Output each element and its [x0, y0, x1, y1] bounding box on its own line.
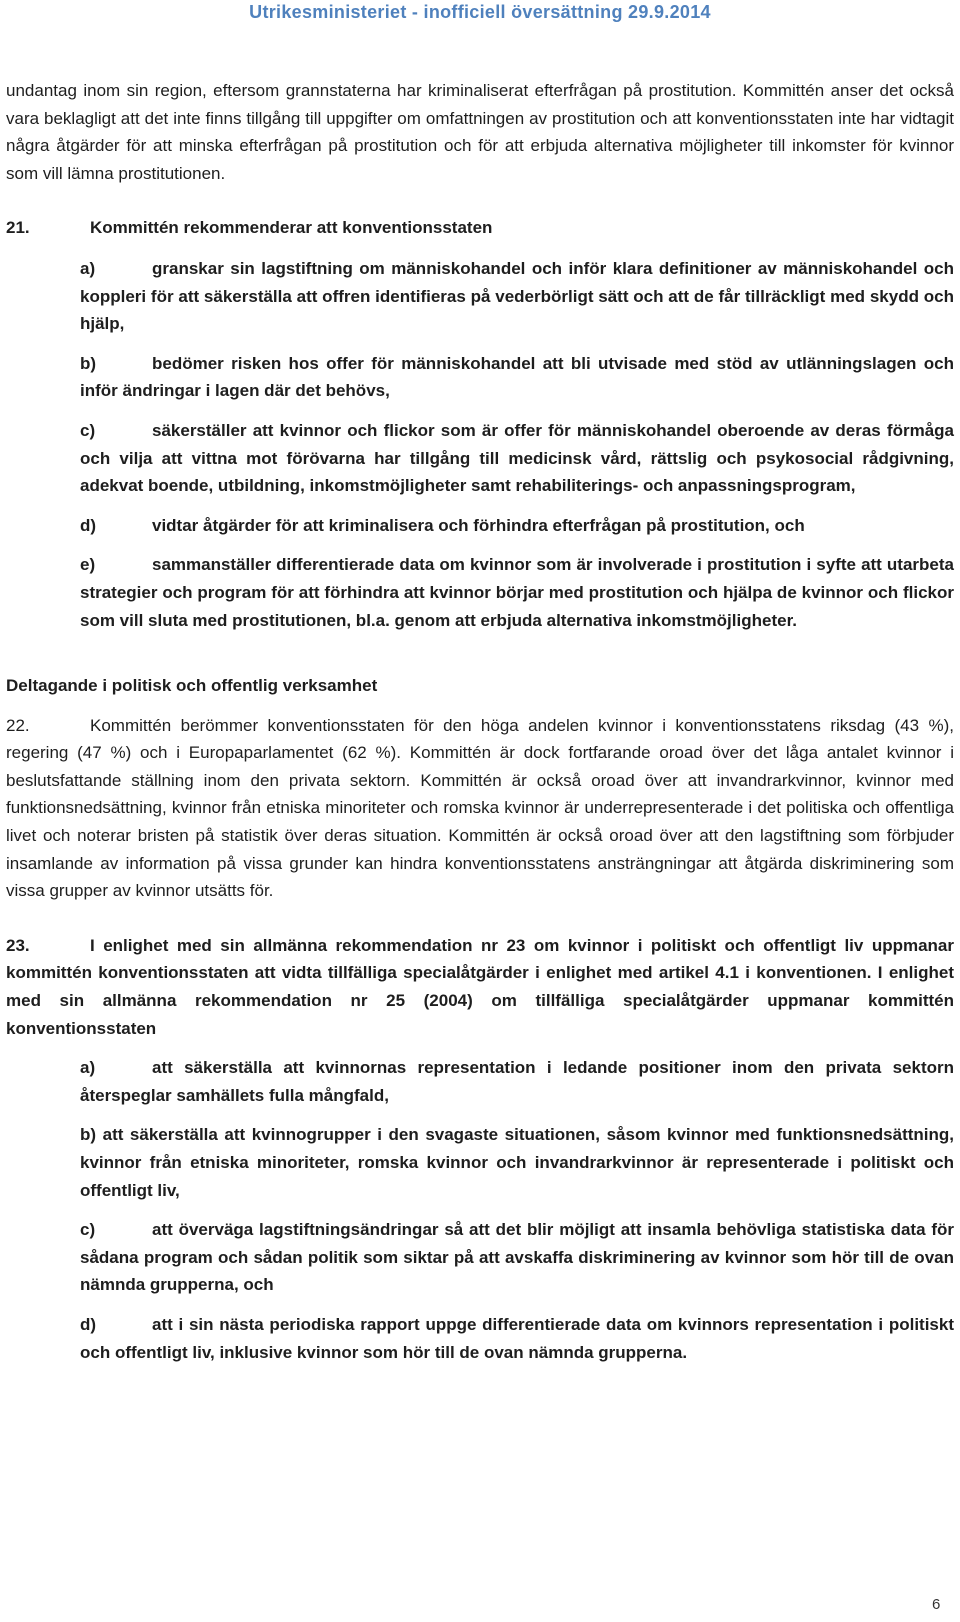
list-item-text: att överväga lagstiftningsändringar så att det blir möjligt att insamla behövliga statistiska data för sådana program och sådan politik som siktar på att avskaffa diskriminering av kvinnor som hör till de ovan nämnda grupperna, och [80, 1220, 954, 1295]
paragraph-number: 21. [6, 218, 30, 238]
list-item-text: sammanställer differentierade data om kvinnor som är involverade i prostitution i syfte att utarbeta strategier och program för att förhindra att kvinnor börjar med prostitution och hjälpa de kvinnor och flickor som vill sluta med prostitutionen, bl.a. genom att erbjuda alternativa inkomstmöjligheter. [80, 555, 954, 630]
list-item [6, 1121, 954, 1204]
list-item-text: vidtar åtgärder för att kriminalisera och förhindra efterfrågan på prostitution, och [152, 515, 805, 535]
list-item-text: bedömer risken hos offer för människohandel att bli utvisade med stöd av utlänningslagen och inför ändringar i lagen där det behövs, [80, 353, 954, 401]
document-body [6, 77, 954, 1366]
section-heading: Deltagande i politisk och offentlig verksamhet [6, 676, 378, 696]
list-item-label: e) [80, 555, 96, 575]
list-item [6, 512, 954, 540]
list-item-text: granskar sin lagstiftning om människohandel och inför klara definitioner av människohandel och koppleri för att säkerställa att offren identifieras på vederbörligt sätt och att de får tillräckligt med skydd och hjälp, [80, 258, 954, 334]
paragraph-22 [6, 712, 954, 905]
page-number: 6 [932, 1596, 941, 1613]
list-item-label: d) [80, 515, 97, 535]
list-item-label: a) [80, 258, 96, 278]
list-item [6, 1054, 954, 1109]
paragraph-intro-text: I enlighet med sin allmänna rekommendation nr 23 om kvinnor i politiskt och offentligt liv uppmanar kommittén konventionsstaten att vidta tillfälliga specialåtgärder i enlighet med artikel 4.1 i konventionen. I enlighet med sin allmänna rekommendation nr 25 (2004) om tillfälliga specialåtgärder uppmanar kommittén konventionsstaten [6, 935, 954, 1038]
paragraph-intro-text: Kommittén rekommenderar att konventionsstaten [90, 218, 493, 238]
list-item-text: att säkerställa att kvinnogrupper i den svagaste situationen, såsom kvinnor med funktionsnedsättning, kvinnor från etniska minoriteter, romska kvinnor och invandrarkvinnor är representerade i politiskt och offentligt liv, [80, 1125, 954, 1200]
list-item-text: säkerställer att kvinnor och flickor som är offer för människohandel oberoende av deras förmåga och vilja att vittna mot förövarna har tillgång till medicinsk vård, rättslig och psykosocial rådgivning, adekvat boende, utbildning, inkomstmöjligheter samt rehabiliterings- och anpassningsprogram, [80, 420, 954, 496]
list-item-label: c) [80, 1220, 96, 1240]
list-item [6, 551, 954, 634]
list-item [6, 350, 954, 405]
paragraph-23-intro [6, 932, 954, 1042]
list-item-label: a) [80, 1058, 96, 1078]
list-item-label: b) [80, 353, 97, 373]
paragraph-20-continuation: undantag inom sin region, eftersom grannstaterna har kriminaliserat efterfrågan på prostitution. Kommittén anser det också vara beklagligt att det inte finns tillgång till uppgifter om omfattningen av prostitution och att konventionsstaten inte har vidtagit några åtgärder för att minska efterfrågan på prostitution och för att erbjuda alternativa möjligheter till inkomster för kvinnor som vill lämna prostitutionen. [6, 81, 954, 183]
paragraph-number: 23. [6, 935, 30, 955]
paragraph-text: Kommittén berömmer konventionsstaten för den höga andelen kvinnor i konventionsstatens riksdag (43 %), regering (47 %) och i Europaparlamentet (62 %). Kommittén är dock fortfarande oroad över det låga antalet kvinnor i beslutsfattande ställning inom den privata sektorn. Kommittén är också oroad över att invandrarkvinnor, kvinnor med funktionsnedsättning, kvinnor från etniska minoriteter och romska kvinnor är underrepresenterade i det politiska och offentliga livet och noterar bristen på statistik över deras situation. Kommittén är också oroad över att den lagstiftning som förbjuder insamlande av information på vissa grunder kan hindra konventionsstatens ansträngningar att åtgärda diskriminering som vissa grupper av kvinnor utsätts för. [6, 715, 954, 901]
list-item [6, 1216, 954, 1299]
list-item-label: d) [80, 1314, 97, 1334]
list-item [6, 417, 954, 500]
list-item-text: att i sin nästa periodiska rapport uppge differentierade data om kvinnors representation i politiskt och offentligt liv, inklusive kvinnor som hör till de ovan nämnda grupperna. [80, 1314, 954, 1362]
page-header: Utrikesministeriet - inofficiell översättning 29.9.2014 [249, 2, 711, 22]
paragraph-21-intro [6, 214, 954, 242]
list-item [6, 1311, 954, 1366]
list-item [6, 255, 954, 338]
list-item-label: b) [80, 1125, 97, 1145]
paragraph-number: 22. [6, 715, 30, 735]
list-item-text: att säkerställa att kvinnornas representation i ledande positioner inom den privata sektorn återspeglar samhällets fulla mångfald, [80, 1058, 954, 1105]
list-item-label: c) [80, 420, 96, 440]
